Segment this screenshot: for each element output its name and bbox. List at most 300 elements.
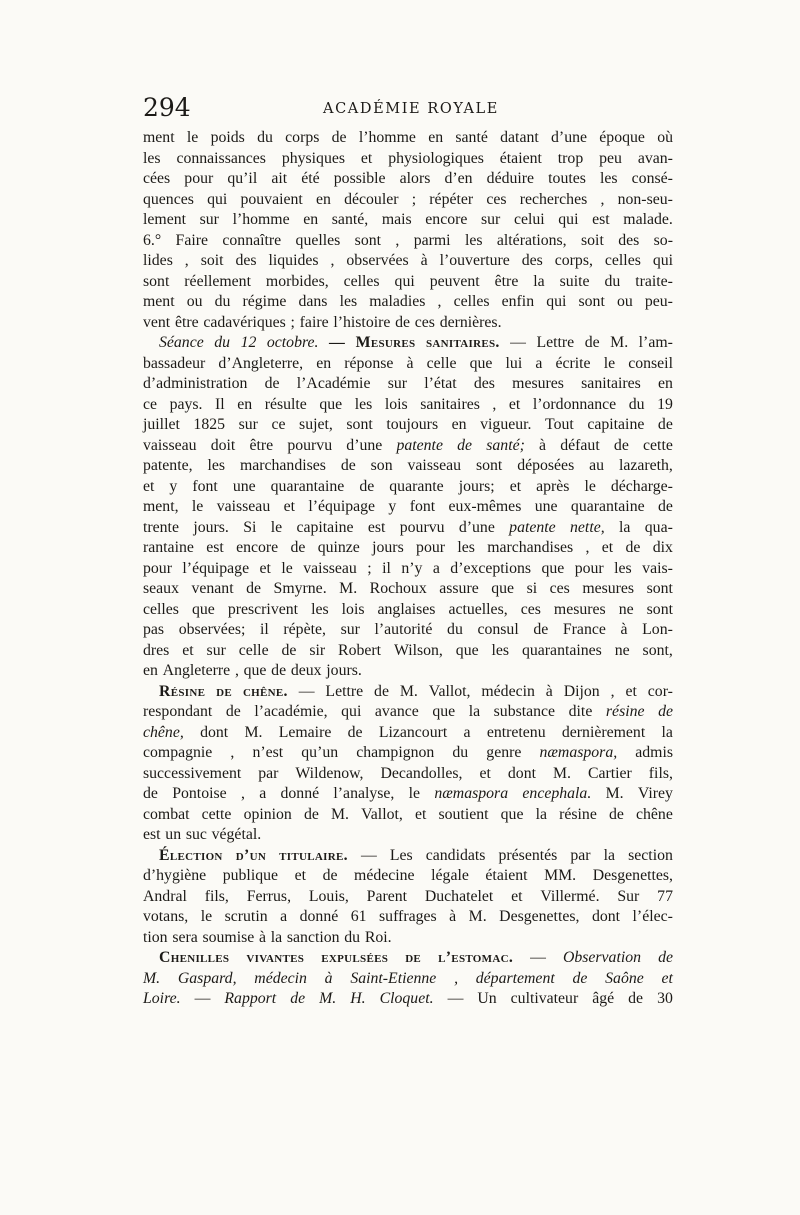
word: H. xyxy=(350,990,366,1007)
word: étaient xyxy=(485,867,528,884)
word: santé xyxy=(455,129,488,146)
word: dont xyxy=(507,764,536,782)
word: opinion xyxy=(243,805,292,823)
word: consé- xyxy=(631,170,673,187)
word: dans xyxy=(298,293,328,310)
word: votans, xyxy=(143,908,189,925)
word: mais xyxy=(381,211,412,228)
word: vaisseau xyxy=(143,436,197,454)
word: sur xyxy=(340,621,360,638)
word: celles xyxy=(143,600,179,618)
word: compagnie xyxy=(143,744,213,761)
word: la xyxy=(619,518,631,536)
word: par xyxy=(570,846,591,864)
word: Desgenettes, xyxy=(592,867,673,884)
word: datant xyxy=(500,129,539,146)
word: le xyxy=(408,785,421,802)
word: de xyxy=(584,334,600,351)
text-line xyxy=(143,251,673,272)
word: son xyxy=(370,457,393,474)
word: un xyxy=(165,826,182,843)
word: Rapport xyxy=(224,990,277,1007)
word: Il xyxy=(215,395,225,413)
word: venant xyxy=(191,580,234,597)
word: , xyxy=(585,539,590,556)
word: 12 xyxy=(240,334,257,351)
text-line xyxy=(143,825,673,846)
word: , xyxy=(437,293,442,310)
word: ; xyxy=(411,190,417,208)
word: pourvu xyxy=(287,436,333,454)
word: M. xyxy=(331,805,350,823)
word: ment xyxy=(143,129,175,146)
word: qui xyxy=(558,211,579,228)
word: répète, xyxy=(283,621,326,638)
word: l’équipage xyxy=(308,498,376,515)
word: maladies xyxy=(369,293,426,310)
word: régime xyxy=(242,293,287,310)
word: de xyxy=(658,949,673,966)
word: suffrages xyxy=(379,908,437,925)
word: Séance xyxy=(159,334,204,351)
word: pour xyxy=(143,559,172,577)
word: Saint-Etienne xyxy=(350,969,437,987)
word: Wilson, xyxy=(393,641,443,659)
word: Robert xyxy=(338,641,382,659)
word: chêne. xyxy=(242,682,288,700)
word: qui xyxy=(546,293,567,310)
word: dernières. xyxy=(439,313,502,331)
word: à xyxy=(449,908,457,925)
word: Saône xyxy=(605,969,644,987)
word: Villermé. xyxy=(540,887,600,905)
word: recherches xyxy=(519,190,588,208)
word: toutes xyxy=(548,170,586,187)
word: que xyxy=(319,395,343,413)
word: traite- xyxy=(635,272,673,290)
word: quarantaine xyxy=(570,498,645,515)
word: pour xyxy=(416,539,446,556)
word: , xyxy=(330,252,335,269)
text-line xyxy=(143,805,673,826)
word: , xyxy=(395,231,400,249)
word: Lizancourt xyxy=(378,723,448,741)
word: Ferrus, xyxy=(246,887,292,905)
word: lois xyxy=(341,600,365,618)
word: cadavériques xyxy=(203,313,286,331)
word: corps, xyxy=(554,252,593,269)
word: la xyxy=(533,272,545,290)
word: médecin xyxy=(254,969,307,987)
text-line xyxy=(143,210,673,231)
word: soutient xyxy=(438,805,489,823)
word: peu xyxy=(599,149,622,167)
word: marchandises xyxy=(487,539,574,556)
word: MM. xyxy=(544,867,577,884)
word: ou xyxy=(186,293,203,310)
word: de xyxy=(613,436,629,454)
word: ment xyxy=(143,293,175,310)
word: est xyxy=(143,826,161,843)
word: résulte xyxy=(264,395,307,413)
word: la xyxy=(468,703,481,720)
word: de xyxy=(625,539,641,556)
word: quarantaines xyxy=(521,641,602,659)
word: font xyxy=(192,477,218,495)
word: vivantes xyxy=(246,949,305,966)
word: successivement xyxy=(143,764,242,782)
word: le xyxy=(281,559,293,577)
word: de xyxy=(405,949,422,966)
word: sur xyxy=(206,641,226,659)
word: le xyxy=(200,908,213,925)
word: so- xyxy=(653,231,673,249)
word: , xyxy=(492,395,497,413)
word: sur xyxy=(199,211,219,228)
word: et xyxy=(509,477,522,495)
text-line xyxy=(143,374,673,395)
word: M. xyxy=(610,334,629,351)
word: celles xyxy=(604,252,641,269)
word: du xyxy=(214,334,231,351)
word: chêne xyxy=(636,805,673,823)
word: , xyxy=(234,662,239,679)
word: de xyxy=(216,682,233,700)
word: 61 xyxy=(350,908,367,925)
word: quelles xyxy=(295,231,341,249)
word: font xyxy=(409,498,436,515)
word: l’ouverture xyxy=(439,252,510,269)
word: présentés xyxy=(498,846,558,864)
word: a xyxy=(280,908,288,925)
word: Decandolles, xyxy=(380,764,463,782)
word: de xyxy=(395,313,411,331)
word: pour xyxy=(574,559,604,577)
word: sera xyxy=(172,928,198,946)
word: de xyxy=(322,867,338,884)
word: à xyxy=(324,969,333,987)
word: Les xyxy=(389,846,413,864)
word: 30 xyxy=(657,990,673,1007)
word: vaisseau xyxy=(216,498,271,515)
word: publique xyxy=(222,867,279,884)
word: conseil xyxy=(628,354,673,372)
word: encephala. xyxy=(522,785,592,802)
word: étaient xyxy=(499,149,542,167)
word: Cloquet. xyxy=(379,990,434,1007)
text-line xyxy=(143,764,673,785)
text-line xyxy=(143,538,673,559)
word: ce xyxy=(143,395,158,413)
word: dont xyxy=(591,908,621,925)
word: M. xyxy=(143,969,161,987)
word: Élection xyxy=(159,846,223,864)
word: de xyxy=(246,580,262,597)
word: et xyxy=(625,682,637,700)
word: de xyxy=(264,375,280,392)
word: dres xyxy=(143,641,170,659)
word: cette xyxy=(643,436,673,454)
word: expulsées xyxy=(321,949,389,966)
word: les xyxy=(354,395,373,413)
text-line xyxy=(143,928,673,949)
text-line xyxy=(143,887,673,908)
word: actuelles, xyxy=(448,600,508,618)
text-line xyxy=(143,784,673,805)
word: que xyxy=(243,662,267,679)
word: sanction xyxy=(286,928,340,946)
word: Gaspard, xyxy=(177,969,237,987)
word: qu’il xyxy=(227,170,258,187)
word: — xyxy=(447,990,464,1007)
word: du xyxy=(214,293,231,310)
word: à xyxy=(406,354,414,372)
word: l’équipage xyxy=(182,559,250,577)
word: prescrivent xyxy=(227,600,299,618)
word: Vallot, xyxy=(361,805,403,823)
word: qui xyxy=(207,190,228,208)
word: M. xyxy=(319,990,337,1007)
word: et xyxy=(259,559,271,577)
word: est xyxy=(206,539,224,556)
text-line xyxy=(143,190,673,211)
word: Résine xyxy=(159,682,206,700)
word: sur xyxy=(481,211,501,228)
word: du xyxy=(628,395,645,413)
word: à xyxy=(545,682,553,700)
word: époque xyxy=(599,129,645,146)
word: l’estomac. xyxy=(438,949,514,966)
text-line xyxy=(143,497,673,518)
text-line xyxy=(143,969,673,990)
word: soumise xyxy=(202,928,255,946)
word: observées; xyxy=(178,621,246,638)
word: sont xyxy=(475,457,503,474)
word: a xyxy=(463,723,471,741)
word: l’état xyxy=(424,375,457,392)
word: en xyxy=(451,416,467,433)
word: chêne, xyxy=(143,723,184,741)
word: faire xyxy=(299,313,329,331)
word: — xyxy=(530,949,546,966)
word: Tout xyxy=(545,416,574,433)
word: lui xyxy=(505,354,523,372)
word: végétal. xyxy=(211,826,262,843)
word: d’exceptions xyxy=(450,559,532,577)
word: Vallot, xyxy=(428,682,471,700)
word: sont, xyxy=(642,641,673,659)
word: Sur xyxy=(617,887,640,905)
word: consul xyxy=(477,621,519,638)
word: pays. xyxy=(169,395,203,413)
word: le xyxy=(584,477,596,495)
word: de xyxy=(359,477,375,495)
word: enfin xyxy=(501,293,535,310)
word: sir xyxy=(309,641,326,659)
word: et xyxy=(294,867,306,884)
word: ce xyxy=(271,416,286,433)
text-line xyxy=(143,415,673,436)
text-line xyxy=(143,149,673,170)
word: capitaine xyxy=(296,518,354,536)
word: observées xyxy=(346,252,409,269)
word: 77 xyxy=(657,887,673,905)
word: Roi. xyxy=(364,928,392,946)
word: les xyxy=(457,539,475,556)
word: — xyxy=(510,334,526,351)
word: d’un xyxy=(235,846,267,864)
word: l’ordonnance xyxy=(532,395,617,413)
word: ; xyxy=(290,313,295,331)
word: et xyxy=(479,764,491,782)
word: des xyxy=(473,375,495,392)
word: déposées xyxy=(517,457,575,474)
word: , xyxy=(230,744,235,761)
word: patente xyxy=(396,436,443,454)
word: pourvu xyxy=(399,518,445,536)
word: écrite xyxy=(555,354,591,372)
word: trop xyxy=(557,149,584,167)
text-line xyxy=(143,354,673,375)
word: légale xyxy=(431,867,469,884)
word: d’administration xyxy=(143,375,248,392)
word: répéter xyxy=(429,190,474,208)
word: et xyxy=(143,477,155,495)
word: du xyxy=(447,621,463,638)
word: quarante xyxy=(389,477,444,495)
word: , xyxy=(600,190,605,208)
word: celle xyxy=(426,354,457,372)
word: mesures xyxy=(582,580,635,597)
word: Rochoux xyxy=(369,580,427,597)
word: physiques xyxy=(281,149,346,167)
word: patente xyxy=(509,518,556,536)
word: juillet xyxy=(143,416,180,433)
word: substance xyxy=(493,703,556,720)
word: næmaspora, xyxy=(539,744,618,761)
word: qui xyxy=(341,703,362,720)
word: du xyxy=(452,744,469,761)
word: bassadeur xyxy=(143,354,206,372)
text-line xyxy=(143,292,673,313)
word: de xyxy=(347,723,363,741)
text-line xyxy=(143,682,673,703)
word: la xyxy=(603,846,616,864)
word: l’homme xyxy=(358,129,416,146)
word: peu- xyxy=(644,293,673,310)
word: que xyxy=(192,600,215,618)
word: vaisseau xyxy=(303,559,357,577)
word: de xyxy=(457,436,473,454)
word: les xyxy=(339,293,358,310)
word: avance xyxy=(374,703,419,720)
word: Un xyxy=(477,990,497,1007)
word: encore xyxy=(425,211,468,228)
word: fils, xyxy=(204,887,229,905)
word: il xyxy=(382,559,391,577)
word: de xyxy=(657,416,673,433)
word: soit xyxy=(200,252,224,269)
word: Loire. xyxy=(143,990,181,1007)
text-line xyxy=(143,702,673,723)
word: si xyxy=(526,580,538,597)
word: assure xyxy=(439,580,479,597)
word: il xyxy=(260,621,269,638)
word: ces xyxy=(414,313,435,331)
word: liquides xyxy=(268,252,319,269)
word: næmaspora xyxy=(434,785,509,802)
word: de xyxy=(271,662,287,679)
word: M. xyxy=(468,908,487,925)
word: vaisseau xyxy=(407,457,462,474)
text-line xyxy=(143,559,673,580)
word: santé; xyxy=(486,436,525,454)
word: sanitaires xyxy=(581,375,641,392)
word: et xyxy=(414,805,427,823)
word: les xyxy=(143,149,161,167)
word: jours xyxy=(372,539,404,556)
word: connaissances xyxy=(176,149,266,167)
word: nette, xyxy=(570,518,605,536)
word: en xyxy=(316,354,332,372)
word: santé, xyxy=(331,211,369,228)
text-line xyxy=(143,436,673,457)
word: lement xyxy=(143,211,186,228)
word: est xyxy=(367,518,386,536)
word: dont xyxy=(200,723,229,741)
word: Chenilles xyxy=(159,949,230,966)
word: résine xyxy=(559,805,597,823)
text-line xyxy=(143,641,673,662)
word: Mesures xyxy=(355,334,416,351)
word: résine xyxy=(605,703,645,720)
word: du xyxy=(344,928,361,946)
word: des xyxy=(521,252,543,269)
word: les xyxy=(464,231,483,249)
word: admis xyxy=(635,744,673,761)
text-line xyxy=(143,743,673,764)
text-line xyxy=(143,661,673,682)
word: être xyxy=(174,313,199,331)
word: entretenu xyxy=(486,723,546,741)
word: Pontoise xyxy=(172,785,227,802)
word: 6.° xyxy=(143,231,162,249)
word: alors xyxy=(399,170,431,187)
word: cultivateur xyxy=(510,990,579,1007)
word: toujours xyxy=(386,416,439,433)
word: de xyxy=(281,641,297,659)
word: défaut xyxy=(560,436,600,454)
page-number: 294 xyxy=(143,93,191,122)
text-line xyxy=(143,620,673,641)
word: pas xyxy=(143,621,165,638)
word: — xyxy=(194,990,211,1007)
word: une xyxy=(534,498,558,515)
word: en xyxy=(303,211,319,228)
word: respondant xyxy=(143,703,213,720)
text-line xyxy=(143,477,673,498)
word: patente, xyxy=(143,457,193,474)
word: l’élec- xyxy=(632,908,673,925)
text-line xyxy=(143,272,673,293)
word: Cartier xyxy=(587,764,632,782)
word: qui xyxy=(394,272,415,290)
word: et xyxy=(508,395,521,413)
word: une xyxy=(232,477,256,495)
word: pour xyxy=(184,170,214,187)
text-line xyxy=(143,600,673,621)
word: , xyxy=(240,785,245,802)
